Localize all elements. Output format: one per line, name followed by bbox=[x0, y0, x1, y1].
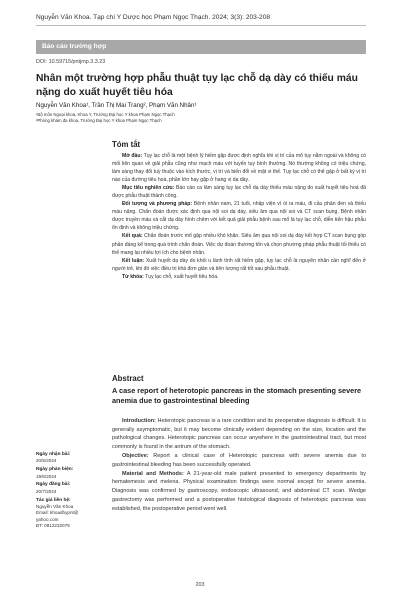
abstract-en-heading: Abstract bbox=[112, 374, 144, 383]
abstract-vietnamese bbox=[112, 140, 366, 281]
header-divider bbox=[36, 25, 366, 26]
abstract-vi-methods: Đối tượng và phương pháp: Bệnh nhân nam, 21 tuổi, nhập viện vì ói ra máu, đi cầu phân đen và thiếu máu nặng. Chẩn đoán được xác định qua nội soi dạ dày, siêu âm qua nội soi và CT scan bụng. Bệnh nhân được truyền máu và cắt dạ dày hình chêm với kết quả giải phẫu bệnh sau mổ là tụy lạc chỗ, diễn tiến hậu phẫu ổn định và không triệu chứng. bbox=[112, 201, 366, 232]
section-band bbox=[36, 40, 366, 54]
abstract-en-title: A case report of heterotopic pancreas in the stomach presenting severe anemia due to gastrointestinal bleeding bbox=[112, 386, 362, 406]
received-date-label: Ngày nhận bài: bbox=[36, 452, 71, 457]
abstract-english bbox=[112, 374, 366, 514]
abstract-vi-keywords: Từ khóa: Tụy lạc chỗ, xuất huyết tiêu hóa. bbox=[122, 273, 219, 280]
abstract-en-intro: Introduction: Heterotopic pancreas is a rare condition and its preoperative diagnosis is difficult. It is generally asymptomatic, but it may become clinically evident depending on the size, location and the pathological changes. Heterotopic pancreas can occur anywhere in the gastrointestinal tract, but most commonly is found in the antrum of the stomach. bbox=[112, 417, 366, 451]
published-date-label: Ngày đăng bài: bbox=[36, 482, 71, 488]
abstract-vi-results: Kết quả: Chẩn đoán trước mổ gặp nhiều khó khăn. Siêu âm qua nội soi dạ dày kết hợp CT scan bụng góp phần đáng kể trong quá trình chẩn đoán. Việc dự đoán thương tổn và chọn phương pháp phẫu thuật tối thiểu có thể mang lại nhiều lợi ích cho bệnh nhân. bbox=[112, 233, 366, 256]
published-date: 20/7/2024 bbox=[36, 488, 57, 494]
page-number: 203 bbox=[195, 582, 205, 588]
abstract-vi-intro: Mở đầu: Tụy lạc chỗ là một bệnh lý hiếm gặp được định nghĩa khi vị trí của mô tụy nằm ngoài và không có mối liên quan về giải phẫu cũng như mạch máu với tuyến tụy bình thường. Nó thường không có triệu chứng, làm sàng thay đổi tuỳ thuộc vào kích thước, vị trí và biến đổi về mặt vi thể. Tụy lạc chỗ có thể gặp ở bất kỳ vị trí nào của đường tiêu hoá, phần lớn hay gặp ở hang vị dạ dày. bbox=[112, 153, 366, 184]
abstract-en-objective: Objective: Report a clinical case of Heterotopic pancreas with severe anemia due to gastrointestinal bleeding has been successfully operated. bbox=[112, 453, 367, 468]
abstract-en-methods: Material and Methods: A 21-year-old male patient presented to emergency departments by hematemesis and melena. Physical examination findings were normal except for severe anemia. Diagnosis was confirmed by gastroscopy, endoscopic ultrasound, and abdominal CT scan. Wedge gastrectomy was performed and a postoperative histological diagnosis of heterotopic pancreas was established, the postoperative period went well. bbox=[112, 470, 367, 512]
affiliation-2: ²Phòng khám đa khoa, Trường Đại học Y khoa Phạm Ngọc Thạch bbox=[36, 118, 162, 123]
abstract-vi-heading: Tóm tắt bbox=[112, 140, 141, 149]
section-label: Báo cáo trường hợp bbox=[42, 43, 107, 50]
article-dates-sidebar bbox=[36, 452, 106, 530]
running-header: Nguyễn Văn Khoa. Tạp chí Y Dược học Phạm Ngọc Thạch. 2024; 3(3): 203-208 bbox=[36, 14, 271, 21]
corresponding-author-email[interactable]: Email: khoadhypnt@ bbox=[36, 510, 79, 516]
article-title: Nhân một trường hợp phẫu thuật tụy lạc chỗ dạ dày có thiếu máu nặng do xuất huyết tiêu hóa bbox=[36, 73, 358, 98]
received-date: 20/5/2024 bbox=[36, 458, 57, 464]
affiliation-1: ¹Bộ môn Ngoại khoa, Khoa Y, Trường Đại học Y khoa Phạm Ngọc Thạch bbox=[36, 112, 175, 117]
abstract-vi-conclusion: Kết luận: Xuất huyết dạ dày do khối u lành tính rất hiếm gặp, tụy lạc chỗ là nguyên nhân cần nghĩ đến ở người trẻ, khi đó việc điều trị khá đơn giản và tiên lượng rất tốt sau phẫu thuật. bbox=[112, 257, 366, 272]
corresponding-author-phone: ĐT: 0912232079 bbox=[36, 523, 70, 529]
author-list: Nguyễn Văn Khoa¹, Trần Thị Mai Trang², Phạm Văn Nhân¹ bbox=[36, 102, 197, 109]
abstract-vi-objective: Mục tiêu nghiên cứu: Báo cáo ca lâm sàng tụy lạc chỗ dạ dày thiếu máu nặng do xuất huyết tiêu hoá đã được phẫu thuật thành công. bbox=[112, 185, 366, 200]
review-date-label: Ngày phản biện: bbox=[36, 467, 74, 473]
review-date: 19/6/2024 bbox=[36, 473, 57, 479]
doi-link[interactable]: DOI: 10.59715/pntjmp.3.3.23 bbox=[36, 59, 106, 65]
corresponding-author-email-domain[interactable]: yahoo.com bbox=[36, 516, 59, 522]
corresponding-author-label: Tác giả liên hệ: bbox=[36, 497, 71, 503]
corresponding-author-name: Nguyễn Văn Khoa bbox=[36, 504, 74, 510]
